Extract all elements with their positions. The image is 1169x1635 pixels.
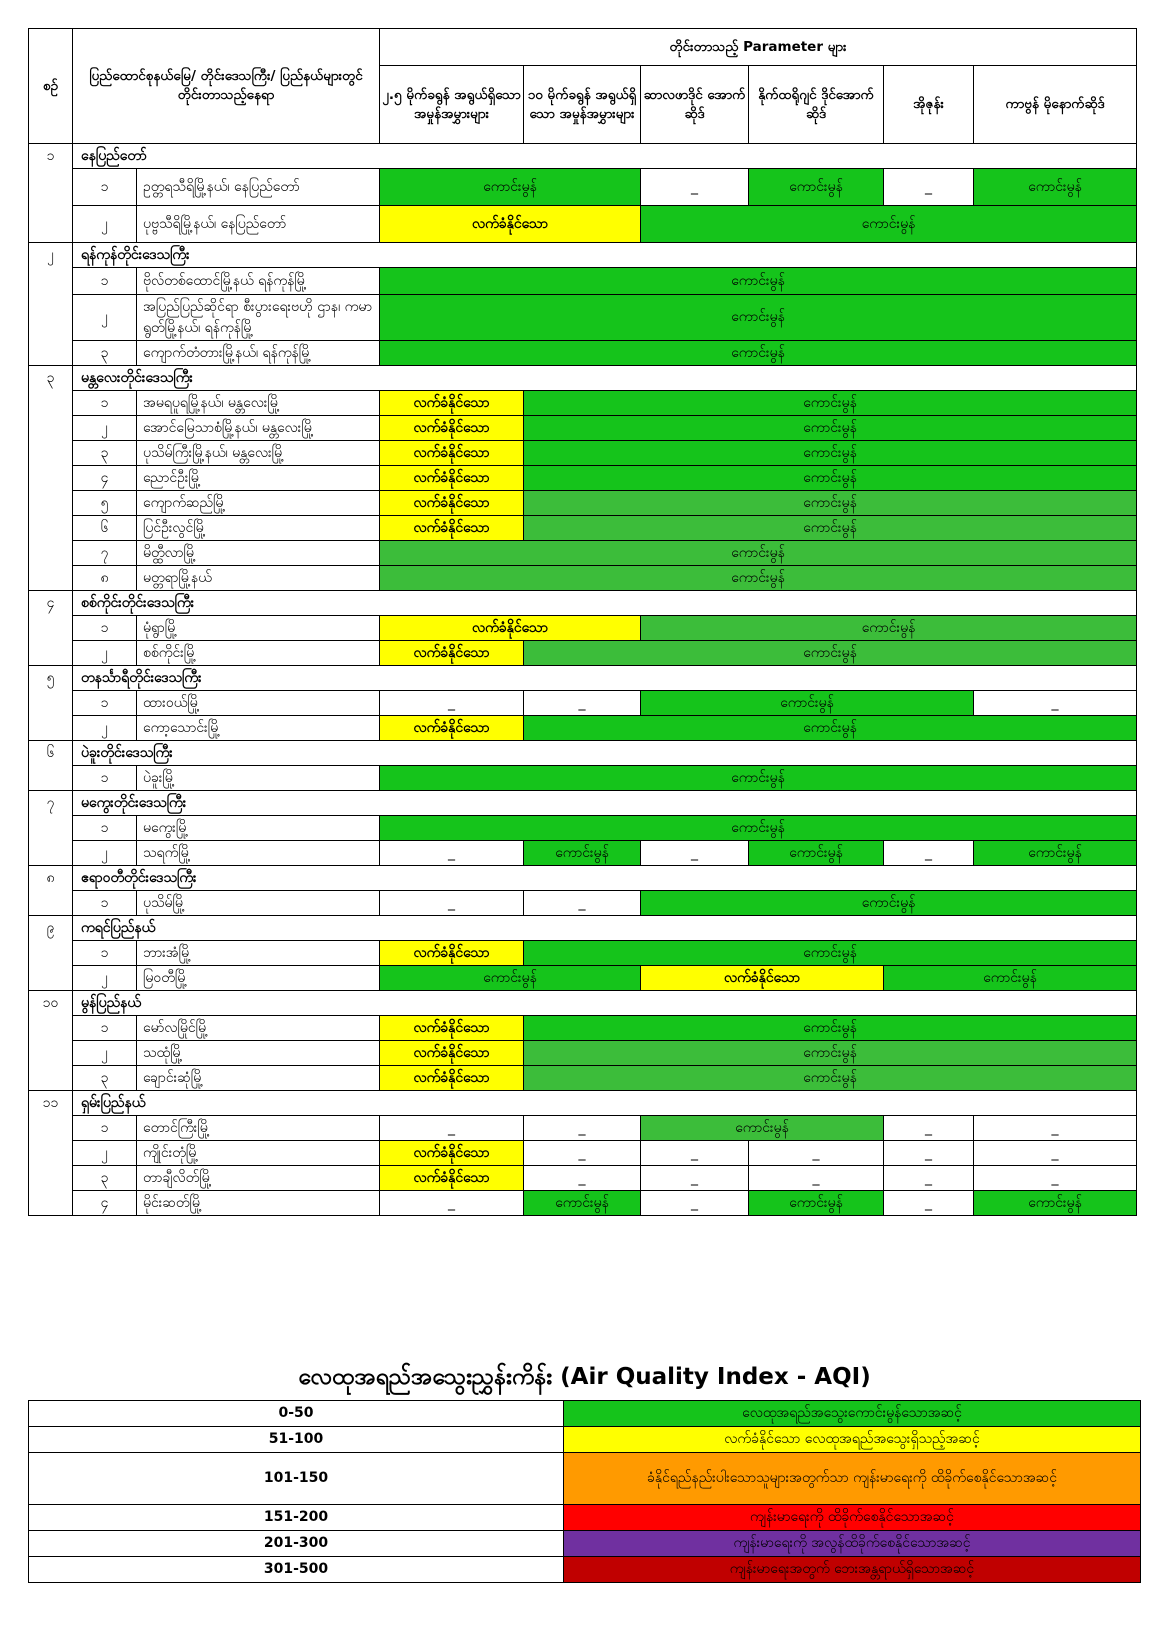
station-number: ၂ (73, 966, 137, 991)
region-number: ၇ (29, 791, 73, 866)
status-cell-good: ကောင်းမွန် (524, 516, 1137, 541)
status-cell-moderate: လက်ခံနိုင်သော (380, 516, 524, 541)
status-cell-no-data: _ (524, 1116, 641, 1141)
station-row (29, 1141, 1137, 1166)
station-row (29, 891, 1137, 916)
status-cell-good: ကောင်းမွန် (524, 716, 1137, 741)
status-cell-no-data: _ (884, 1116, 974, 1141)
station-number: ၁ (73, 766, 137, 791)
param-header-so2: ဆာလဖာဒိုင် အောက်ဆိုဒ် (641, 66, 749, 144)
station-row (29, 268, 1137, 295)
status-cell-good: ကောင်းမွန် (524, 1041, 1137, 1066)
station-row (29, 169, 1137, 206)
status-cell-no-data: _ (749, 1166, 884, 1191)
status-cell-moderate: လက်ခံနိုင်သော (380, 641, 524, 666)
station-row (29, 341, 1137, 366)
status-cell-good: ကောင်းမွန် (749, 169, 884, 206)
status-cell-good: ကောင်းမွန် (524, 841, 641, 866)
station-row (29, 516, 1137, 541)
station-row (29, 816, 1137, 841)
status-cell-good: ကောင်းမွန် (641, 616, 1137, 641)
station-number: ၁ (73, 616, 137, 641)
station-number: ၃ (73, 341, 137, 366)
station-number: ၁ (73, 391, 137, 416)
station-row (29, 206, 1137, 243)
legend-range: 0-50 (29, 1401, 564, 1427)
station-row (29, 1016, 1137, 1041)
status-cell-good: ကောင်းမွန် (524, 466, 1137, 491)
station-row (29, 616, 1137, 641)
status-cell-good: ကောင်းမွန် (524, 491, 1137, 516)
status-cell-moderate: လက်ခံနိုင်သော (380, 391, 524, 416)
region-name: ပဲခူးတိုင်းဒေသကြီး (73, 741, 1137, 766)
status-cell-moderate: လက်ခံနိုင်သော (380, 1141, 524, 1166)
station-name: သရက်မြို့ (137, 841, 380, 866)
station-row (29, 1166, 1137, 1191)
legend-row (29, 1531, 1141, 1557)
station-row (29, 641, 1137, 666)
station-name: အောင်မြေသာစံမြို့နယ်၊ မန္တလေးမြို့ (137, 416, 380, 441)
station-name: ညောင်ဦးမြို့ (137, 466, 380, 491)
status-cell-good: ကောင်းမွန် (884, 966, 1137, 991)
status-cell-no-data: _ (884, 841, 974, 866)
station-number: ၂ (73, 1141, 137, 1166)
status-cell-no-data: _ (974, 691, 1137, 716)
status-cell-moderate: လက်ခံနိုင်သော (380, 1066, 524, 1091)
station-name: တာချီလိတ်မြို့ (137, 1166, 380, 1191)
station-name: မိတ္ထီလာမြို့ (137, 541, 380, 566)
status-cell-good: ကောင်းမွန် (524, 416, 1137, 441)
station-row (29, 841, 1137, 866)
station-row (29, 566, 1137, 591)
legend-title: လေထုအရည်အသွေးညွှန်းကိန်း (Air Quality Index - AQI) (298, 1364, 871, 1390)
station-name: မတ္တရာမြို့နယ် (137, 566, 380, 591)
legend-description: ကျန်းမာရေးကို ထိခိုက်စေနိုင်သောအဆင့် (564, 1505, 1141, 1531)
status-cell-no-data: _ (641, 1166, 749, 1191)
region-row (29, 916, 1137, 941)
station-name: ပြင်ဦးလွင်မြို့ (137, 516, 380, 541)
legend-row (29, 1557, 1141, 1583)
status-cell-no-data: _ (884, 169, 974, 206)
station-row (29, 295, 1137, 341)
region-row (29, 866, 1137, 891)
station-number: ၂ (73, 841, 137, 866)
station-number: ၈ (73, 566, 137, 591)
station-number: ၂ (73, 416, 137, 441)
legend-row (29, 1453, 1141, 1505)
param-header-pm25: ၂.၅ မိုက်ခရွန် အရွယ်ရှိသော အမှုန်အမွှားများ (380, 66, 524, 144)
param-header-o3: အိုဇုန်း (884, 66, 974, 144)
status-cell-good: ကောင်းမွန် (641, 891, 1137, 916)
station-number: ၁ (73, 268, 137, 295)
legend-row (29, 1401, 1141, 1427)
status-cell-no-data: _ (380, 691, 524, 716)
region-number: ၉ (29, 916, 73, 991)
station-number: ၆ (73, 516, 137, 541)
region-row (29, 666, 1137, 691)
status-cell-good: ကောင်းမွန် (380, 566, 1137, 591)
station-number: ၂ (73, 716, 137, 741)
status-cell-good: ကောင်းမွန် (974, 169, 1137, 206)
region-name: စစ်ကိုင်းတိုင်းဒေသကြီး (73, 591, 1137, 616)
status-cell-moderate: လက်ခံနိုင်သော (380, 466, 524, 491)
status-cell-moderate: လက်ခံနိုင်သော (380, 1166, 524, 1191)
legend-range: 51-100 (29, 1427, 564, 1453)
station-row (29, 1041, 1137, 1066)
status-cell-no-data: _ (380, 1191, 524, 1216)
legend-description: ကျန်းမာရေးကို အလွန်ထိခိုက်စေနိုင်သောအဆင့် (564, 1531, 1141, 1557)
status-cell-good: ကောင်းမွန် (524, 941, 1137, 966)
region-row (29, 741, 1137, 766)
region-row (29, 591, 1137, 616)
region-number: ၂ (29, 243, 73, 366)
status-cell-no-data: _ (524, 691, 641, 716)
station-number: ၂ (73, 295, 137, 341)
station-row (29, 941, 1137, 966)
station-row (29, 391, 1137, 416)
status-cell-no-data: _ (380, 891, 524, 916)
station-name: အပြည်ပြည်ဆိုင်ရာ စီးပွားရေးဗဟို ဌာန၊ ကမာရွတ်မြို့နယ်၊ ရန်ကုန်မြို့ (137, 295, 380, 341)
station-number: ၁ (73, 169, 137, 206)
station-name: မိုင်းဆတ်မြို့ (137, 1191, 380, 1216)
status-cell-good: ကောင်းမွန် (380, 816, 1137, 841)
status-cell-good: ကောင်းမွန် (524, 391, 1137, 416)
status-cell-no-data: _ (524, 1166, 641, 1191)
station-number: ၂ (73, 206, 137, 243)
station-number: ၃ (73, 441, 137, 466)
status-cell-good: ကောင်းမွန် (524, 1016, 1137, 1041)
status-cell-no-data: _ (641, 169, 749, 206)
legend-description: လေထုအရည်အသွေးကောင်းမွန်သောအဆင့် (564, 1401, 1141, 1427)
region-number: ၃ (29, 366, 73, 591)
station-number: ၂ (73, 641, 137, 666)
station-number: ၁ (73, 941, 137, 966)
status-cell-no-data: _ (749, 1141, 884, 1166)
region-row (29, 1091, 1137, 1116)
station-number: ၁ (73, 1116, 137, 1141)
region-name: နေပြည်တော် (73, 144, 1137, 169)
legend-range: 201-300 (29, 1531, 564, 1557)
station-number: ၄ (73, 1191, 137, 1216)
station-name: ဘားအံမြို့ (137, 941, 380, 966)
status-cell-no-data: _ (641, 1191, 749, 1216)
legend-range: 301-500 (29, 1557, 564, 1583)
station-row (29, 766, 1137, 791)
station-name: ပုဗ္ဗသီရိမြို့နယ်၊ နေပြည်တော် (137, 206, 380, 243)
region-number: ၆ (29, 741, 73, 791)
status-cell-good: ကောင်းမွန် (380, 966, 641, 991)
station-name: ပုသိမ်ကြီးမြို့နယ်၊ မန္တလေးမြို့ (137, 441, 380, 466)
station-name: ပဲခူးမြို့ (137, 766, 380, 791)
status-cell-good: ကောင်းမွန် (749, 1191, 884, 1216)
status-cell-moderate: လက်ခံနိုင်သော (380, 416, 524, 441)
region-number: ၁ (29, 144, 73, 243)
status-cell-no-data: _ (524, 891, 641, 916)
station-name: မော်လမြိုင်မြို့ (137, 1016, 380, 1041)
status-cell-no-data: _ (884, 1191, 974, 1216)
region-row (29, 791, 1137, 816)
location-header: ပြည်ထောင်စုနယ်မြေ/ တိုင်းဒေသကြီး/ ပြည်နယ်များတွင် တိုင်းတာသည့်နေရာ (73, 29, 380, 144)
legend-row (29, 1427, 1141, 1453)
region-name: ကရင်ပြည်နယ် (73, 916, 1137, 941)
station-number: ၁ (73, 816, 137, 841)
region-name: ရန်ကုန်တိုင်းဒေသကြီး (73, 243, 1137, 268)
param-header-no2: နိုက်ထရိုဂျင် ဒိုင်အောက် ဆိုဒ် (749, 66, 884, 144)
station-number: ၅ (73, 491, 137, 516)
station-number: ၁ (73, 891, 137, 916)
status-cell-moderate: လက်ခံနိုင်သော (380, 716, 524, 741)
station-row (29, 1116, 1137, 1141)
station-name: ဥတ္တရသီရိမြို့နယ်၊ နေပြည်တော် (137, 169, 380, 206)
status-cell-no-data: _ (641, 1141, 749, 1166)
station-row (29, 716, 1137, 741)
station-name: ဗိုလ်တစ်ထောင်မြို့နယ် ရန်ကုန်မြို့ (137, 268, 380, 295)
station-name: အမရပူရမြို့နယ်၊ မန္တလေးမြို့ (137, 391, 380, 416)
station-number: ၂ (73, 1041, 137, 1066)
status-cell-good: ကောင်းမွန် (524, 441, 1137, 466)
station-number: ၁ (73, 1016, 137, 1041)
station-row (29, 966, 1137, 991)
status-cell-no-data: _ (884, 1166, 974, 1191)
region-number: ၈ (29, 866, 73, 916)
station-name: တောင်ကြီးမြို့ (137, 1116, 380, 1141)
status-cell-good: ကောင်းမွန် (974, 1191, 1137, 1216)
station-number: ၁ (73, 691, 137, 716)
status-cell-good: ကောင်းမွန် (524, 641, 1137, 666)
station-number: ၃ (73, 1166, 137, 1191)
status-cell-good: ကောင်းမွန် (641, 1116, 884, 1141)
status-cell-good: ကောင်းမွန် (641, 206, 1137, 243)
station-name: ကော့သောင်းမြို့ (137, 716, 380, 741)
station-name: ချောင်းဆုံမြို့ (137, 1066, 380, 1091)
region-name: ရှမ်းပြည်နယ် (73, 1091, 1137, 1116)
region-name: တနင်္သာရီတိုင်းဒေသကြီး (73, 666, 1137, 691)
status-cell-good: ကောင်းမွန် (380, 295, 1137, 341)
status-cell-good: ကောင်းမွန် (974, 841, 1137, 866)
status-cell-no-data: _ (974, 1166, 1137, 1191)
status-cell-moderate: လက်ခံနိုင်သော (641, 966, 884, 991)
status-cell-moderate: လက်ခံနိုင်သော (380, 1016, 524, 1041)
param-header-pm10: ၁၀ မိုက်ခရွန် အရွယ်ရှိသော အမှုန်အမွှားများ (524, 66, 641, 144)
legend-description: လက်ခံနိုင်သော လေထုအရည်အသွေးရှိသည့်အဆင့် (564, 1427, 1141, 1453)
region-number: ၅ (29, 666, 73, 741)
station-row (29, 466, 1137, 491)
legend-range: 101-150 (29, 1453, 564, 1505)
sr-header: စဉ် (29, 29, 73, 144)
status-cell-no-data: _ (641, 841, 749, 866)
status-cell-no-data: _ (974, 1141, 1137, 1166)
aqi-legend-table (28, 1400, 1141, 1583)
station-row (29, 416, 1137, 441)
region-name: မကွေးတိုင်းဒေသကြီး (73, 791, 1137, 816)
status-cell-good: ကောင်းမွန် (524, 1191, 641, 1216)
station-name: ကျောက်ဆည်မြို့ (137, 491, 380, 516)
status-cell-moderate: လက်ခံနိုင်သော (380, 941, 524, 966)
region-number: ၁၁ (29, 1091, 73, 1216)
region-number: ၄ (29, 591, 73, 666)
status-cell-moderate: လက်ခံနိုင်သော (380, 616, 641, 641)
region-name: ဧရာဝတီတိုင်းဒေသကြီး (73, 866, 1137, 891)
status-cell-no-data: _ (380, 1116, 524, 1141)
station-name: သထုံမြို့ (137, 1041, 380, 1066)
region-row (29, 144, 1137, 169)
station-row (29, 691, 1137, 716)
legend-description: ခံနိုင်ရည်နည်းပါးသောသူများအတွက်သာ ကျန်းမာရေးကို ထိခိုက်စေနိုင်သောအဆင့် (564, 1453, 1141, 1505)
status-cell-good: ကောင်းမွန် (524, 1066, 1137, 1091)
region-name: မွန်ပြည်နယ် (73, 991, 1137, 1016)
status-cell-moderate: လက်ခံနိုင်သော (380, 441, 524, 466)
station-number: ၄ (73, 466, 137, 491)
status-cell-good: ကောင်းမွန် (380, 268, 1137, 295)
status-cell-good: ကောင်းမွန် (749, 841, 884, 866)
station-row (29, 1066, 1137, 1091)
status-cell-good: ကောင်းမွန် (380, 341, 1137, 366)
region-name: မန္တလေးတိုင်းဒေသကြီး (73, 366, 1137, 391)
legend-description: ကျန်းမာရေးအတွက် ဘေးအန္တရာယ်ရှိသောအဆင့် (564, 1557, 1141, 1583)
station-row (29, 1191, 1137, 1216)
station-row (29, 541, 1137, 566)
status-cell-no-data: _ (974, 1116, 1137, 1141)
station-name: မြဝတီမြို့ (137, 966, 380, 991)
region-number: ၁၀ (29, 991, 73, 1091)
station-name: ကျိုင်းတုံမြို့ (137, 1141, 380, 1166)
status-cell-moderate: လက်ခံနိုင်သော (380, 1041, 524, 1066)
air-quality-table-body (29, 144, 1137, 1216)
status-cell-moderate: လက်ခံနိုင်သော (380, 206, 641, 243)
station-name: ထားဝယ်မြို့ (137, 691, 380, 716)
station-name: ပုသိမ်မြို့ (137, 891, 380, 916)
status-cell-no-data: _ (524, 1141, 641, 1166)
status-cell-moderate: လက်ခံနိုင်သော (380, 491, 524, 516)
parameter-group-header: တိုင်းတာသည့် Parameter များ (380, 29, 1137, 66)
station-row (29, 441, 1137, 466)
status-cell-no-data: _ (380, 841, 524, 866)
status-cell-no-data: _ (884, 1141, 974, 1166)
station-number: ၇ (73, 541, 137, 566)
region-row (29, 243, 1137, 268)
status-cell-good: ကောင်းမွန် (641, 691, 974, 716)
station-name: စစ်ကိုင်းမြို့ (137, 641, 380, 666)
legend-range: 151-200 (29, 1505, 564, 1531)
param-header-co: ကာဗွန် မိုနောက်ဆိုဒ် (974, 66, 1137, 144)
status-cell-good: ကောင်းမွန် (380, 169, 641, 206)
status-cell-good: ကောင်းမွန် (380, 541, 1137, 566)
region-row (29, 991, 1137, 1016)
station-name: ကျောက်တံတားမြို့နယ်၊ ရန်ကုန်မြို့ (137, 341, 380, 366)
station-number: ၃ (73, 1066, 137, 1091)
region-row (29, 366, 1137, 391)
air-quality-table (28, 28, 1137, 1216)
station-row (29, 491, 1137, 516)
station-name: မုံရွာမြို့ (137, 616, 380, 641)
aqi-legend-body (29, 1401, 1141, 1583)
status-cell-good: ကောင်းမွန် (380, 766, 1137, 791)
legend-row (29, 1505, 1141, 1531)
station-name: မကွေးမြို့ (137, 816, 380, 841)
